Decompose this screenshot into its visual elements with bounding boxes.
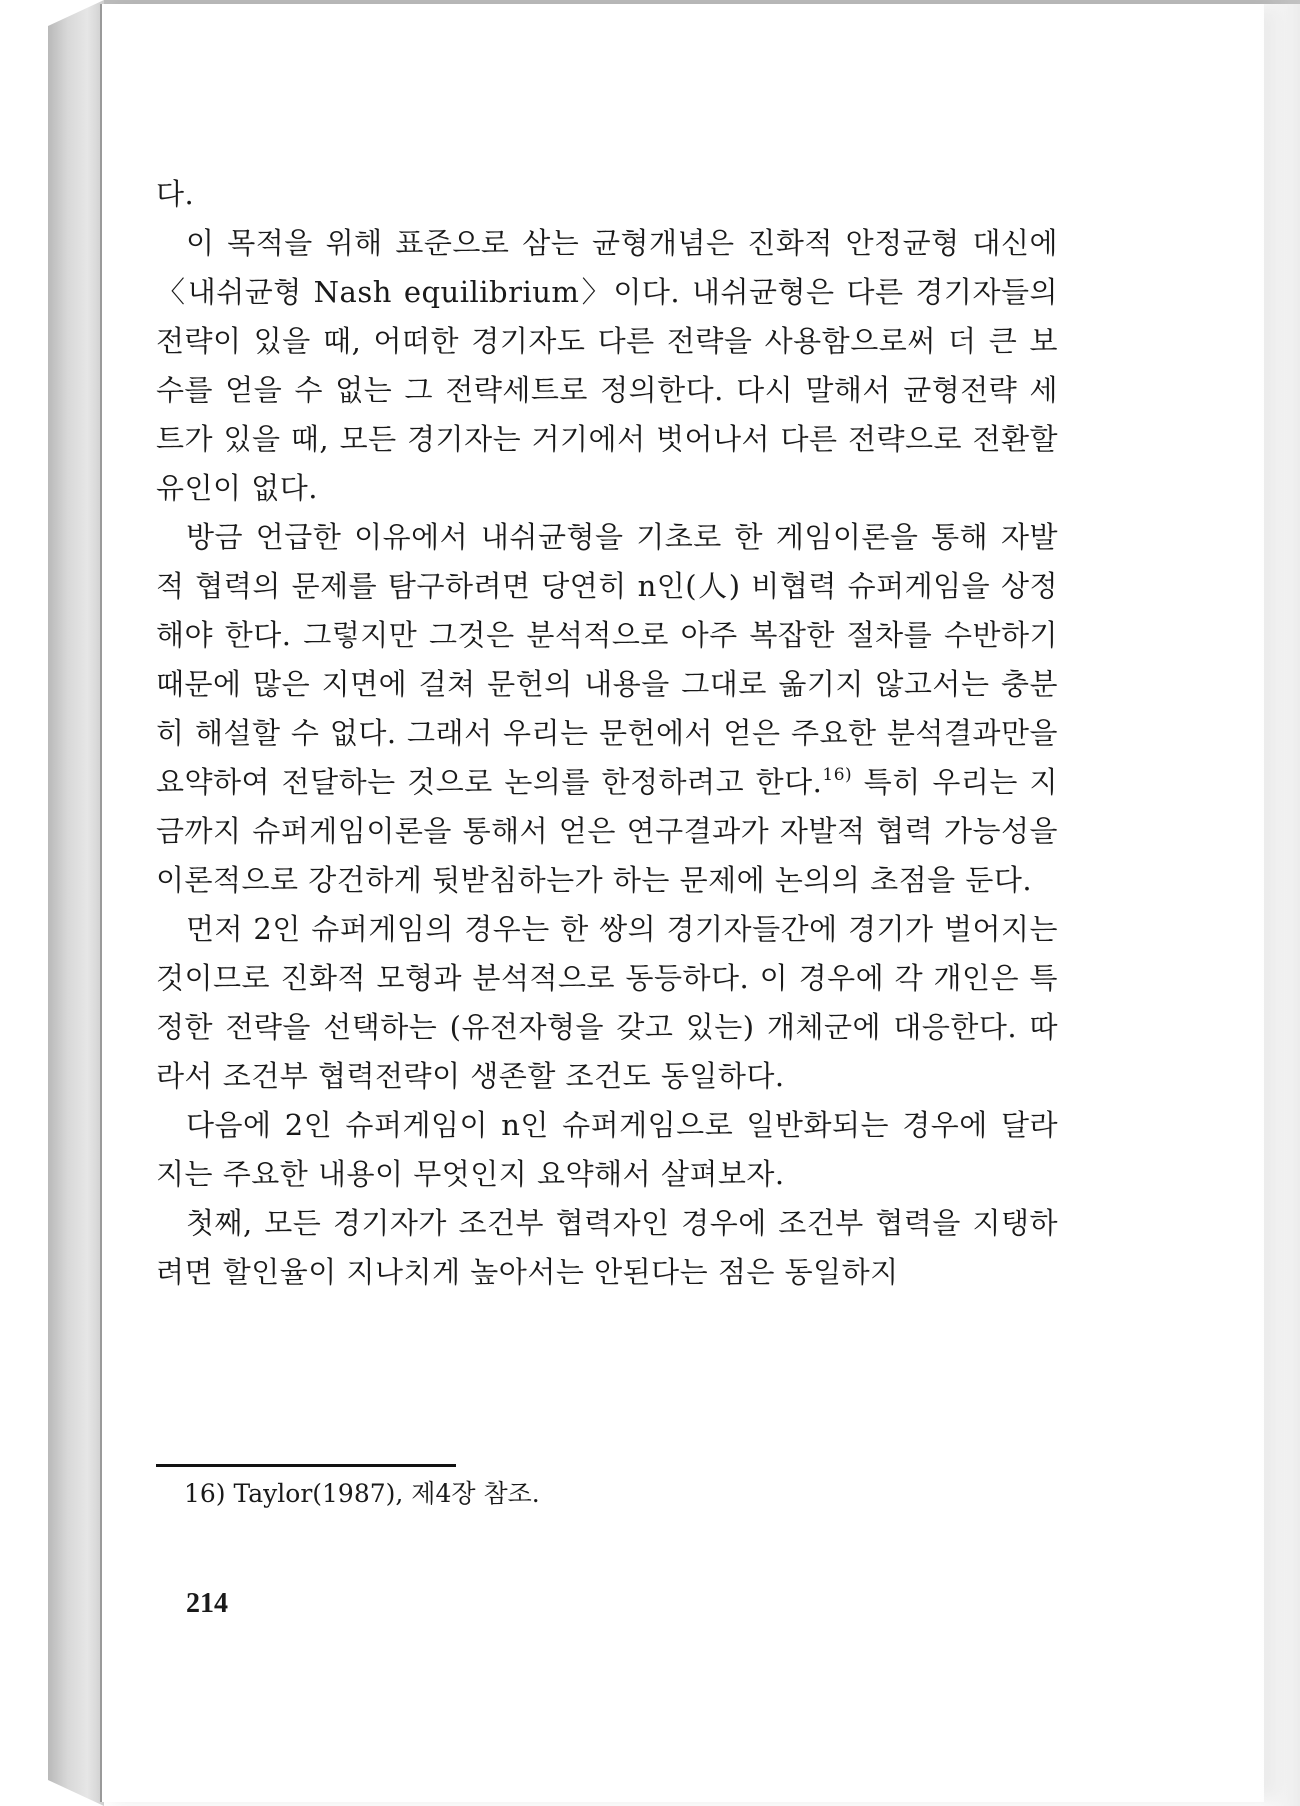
paragraph-text: 특히 우리는 지금까지 슈퍼게임이론을 통해서 얻은 연구결과가 자발적 협력 가능성을 이론적으로 강건하게 뒷받침하는가 하는 문제에 논의의 초점을 둔다. — [156, 765, 1058, 897]
paragraph-with-footnote — [156, 513, 1058, 905]
book-spine — [48, 0, 104, 1806]
paragraph: 이 목적을 위해 표준으로 삼는 균형개념은 진화적 안정균형 대신에 〈내쉬균형 Nash equilibrium〉이다. 내쉬균형은 다른 경기자들의 전략이 있을 때, 어떠한 경기자도 다른 전략을 사용함으로써 더 큰 보수를 얻을 수 없는 그 전략세트로 정의한다. 다시 말해서 균형전략 세트가 있을 때, 모든 경기자는 거기에서 벗어나서 다른 전략으로 전환할 유인이 없다. — [156, 226, 1058, 505]
footnote: 16) Taylor(1987), 제4장 참조. — [184, 1479, 540, 1508]
paragraph-text: 방금 언급한 이유에서 내쉬균형을 기초로 한 게임이론을 통해 자발적 협력의 문제를 탐구하려면 당연히 n인(人) 비협력 슈퍼게임을 상정해야 한다. 그렇지만 그것은 분석적으로 아주 복잡한 절차를 수반하기 때문에 많은 지면에 걸쳐 문헌의 내용을 그대로 옮기지 않고서는 충분히 해설할 수 없다. 그래서 우리는 문헌에서 얻은 주요한 분석결과만을 요약하여 전달하는 것으로 논의를 한정하려고 한다. — [156, 520, 1058, 799]
page-number: 214 — [186, 1588, 228, 1619]
body-text — [156, 170, 1058, 1297]
page-edge-shadow — [1260, 0, 1300, 1806]
paragraph: 먼저 2인 슈퍼게임의 경우는 한 쌍의 경기자들간에 경기가 벌어지는 것이므로 진화적 모형과 분석적으로 동등하다. 이 경우에 각 개인은 특정한 전략을 선택하는 (유전자형을 갖고 있는) 개체군에 대응한다. 따라서 조건부 협력전략이 생존할 조건도 동일하다. — [156, 912, 1058, 1093]
footnote-marker: 16) — [822, 765, 853, 785]
footnote-divider — [156, 1464, 456, 1467]
paragraph-continuation: 다. — [156, 177, 195, 211]
paragraph: 첫째, 모든 경기자가 조건부 협력자인 경우에 조건부 협력을 지탱하려면 할인율이 지나치게 높아서는 안된다는 점은 동일하지 — [156, 1206, 1058, 1289]
paragraph: 다음에 2인 슈퍼게임이 n인 슈퍼게임으로 일반화되는 경우에 달라지는 주요한 내용이 무엇인지 요약해서 살펴보자. — [156, 1108, 1058, 1191]
